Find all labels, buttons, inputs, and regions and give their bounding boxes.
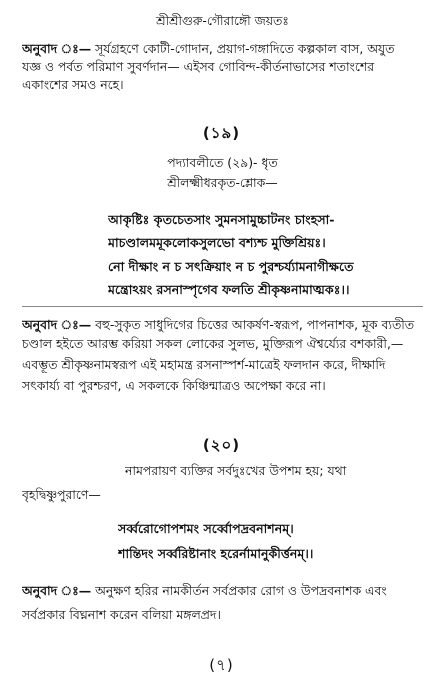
- divider-rule: [22, 306, 423, 307]
- trans20-label: অনুবাদ ঃ—: [22, 583, 92, 598]
- trans19-label: অনুবাদ ঃ—: [22, 317, 92, 332]
- trans19-line1: অনুবাদ ঃ— বহু-সুকৃত সাধুদিগের চিত্তের আকর্ষণ-স্বরূপ, পাপনাশক, মূক ব্যতীত: [22, 317, 415, 332]
- trans20-line1: অনুবাদ ঃ— অনুক্ষণ হরির নামকীর্তন সর্বপ্রকার রোগ ও উপদ্রবনাশক এবং: [22, 583, 387, 598]
- section-number-20: (২০): [202, 436, 241, 454]
- page-header: শ্রীশ্রীগুরু-গৌরাঙ্গৌ জয়তঃ: [156, 13, 289, 28]
- para1-line2: যজ্ঞ ও পর্বত পরিমাণ সুবর্ণদান— এইসব গোবিন্দ-কীর্তনাভাসের শতাংশের: [22, 59, 375, 74]
- verse19-line3: নো দীক্ষাং ন চ সৎক্রিয়াং ন চ পুরশ্চর্য্যামনাগীক্ষতে: [108, 259, 354, 274]
- intro20-line2: বৃহদ্বিষ্ণুপুরাণে—: [22, 487, 101, 502]
- source-line-1: পদ্যাবলীতে (২৯)- ধৃত: [167, 155, 278, 170]
- trans19-line3: এবম্ভূত শ্রীকৃষ্ণনামস্বরূপ এই মহামন্ত্র রসনাস্পর্শ-মাত্রেই ফলদান করে, দীক্ষাদি: [22, 357, 386, 372]
- trans19-line2: চণ্ডাল হইতে আরম্ভ করিয়া সকল লোকের সুলভ, মুক্তিরূপ ঐশ্বর্য্যের বশকারী,—: [22, 336, 404, 351]
- para1-label: অনুবাদ ঃ—: [22, 41, 92, 56]
- para1-line1: অনুবাদ ঃ— সূর্যগ্রহণে কোটী-গোদান, প্রয়াগ-গঙ্গাদিতে কল্পকাল বাস, অযুত: [22, 41, 395, 56]
- verse19-line1: আকৃষ্টিঃ কৃতচেতসাং সুমনসামুচ্চাটনং চাংহসা-: [108, 212, 335, 227]
- verse19-line2: মাচণ্ডালমমূকলোকসুলভো বশ্যশ্চ মুক্তিশ্রিয়ঃ।: [108, 235, 326, 250]
- trans19-line4: সৎকার্য্য বা পুরশ্চরণ, এ সকলকে কিঞ্চিন্মাত্রও অপেক্ষা করে না।: [22, 378, 326, 393]
- section-number-19: (১৯): [202, 124, 241, 142]
- para1-line3: একাংশের সমও নহে।: [22, 77, 124, 92]
- verse20-line2: শান্তিদং সর্ব্বরিষ্টানাং হরের্নামানুকীর্ত্তনম্‌।।: [118, 546, 314, 561]
- source-line-2: শ্রীলক্ষ্মীধরকৃত-শ্লোক—: [167, 175, 278, 190]
- page-number: (৭): [209, 656, 234, 674]
- verse20-line1: সর্ব্বরোগোপশমং সর্ব্বোপদ্রবনাশনম্‌।: [118, 521, 294, 536]
- trans20-line2: সর্বপ্রকার বিঘ্ননাশ করেন বলিয়া মঙ্গলপ্রদ।: [22, 607, 221, 622]
- intro20-line1: নামপরায়ণ ব্যক্তির সর্বদুঃখের উপশম হয়; যথা: [125, 463, 347, 478]
- verse19-line4: মন্ত্রোঽয়ং রসনাস্পৃগেব ফলতি শ্রীকৃষ্ণনামাত্মকঃ।।: [108, 282, 350, 297]
